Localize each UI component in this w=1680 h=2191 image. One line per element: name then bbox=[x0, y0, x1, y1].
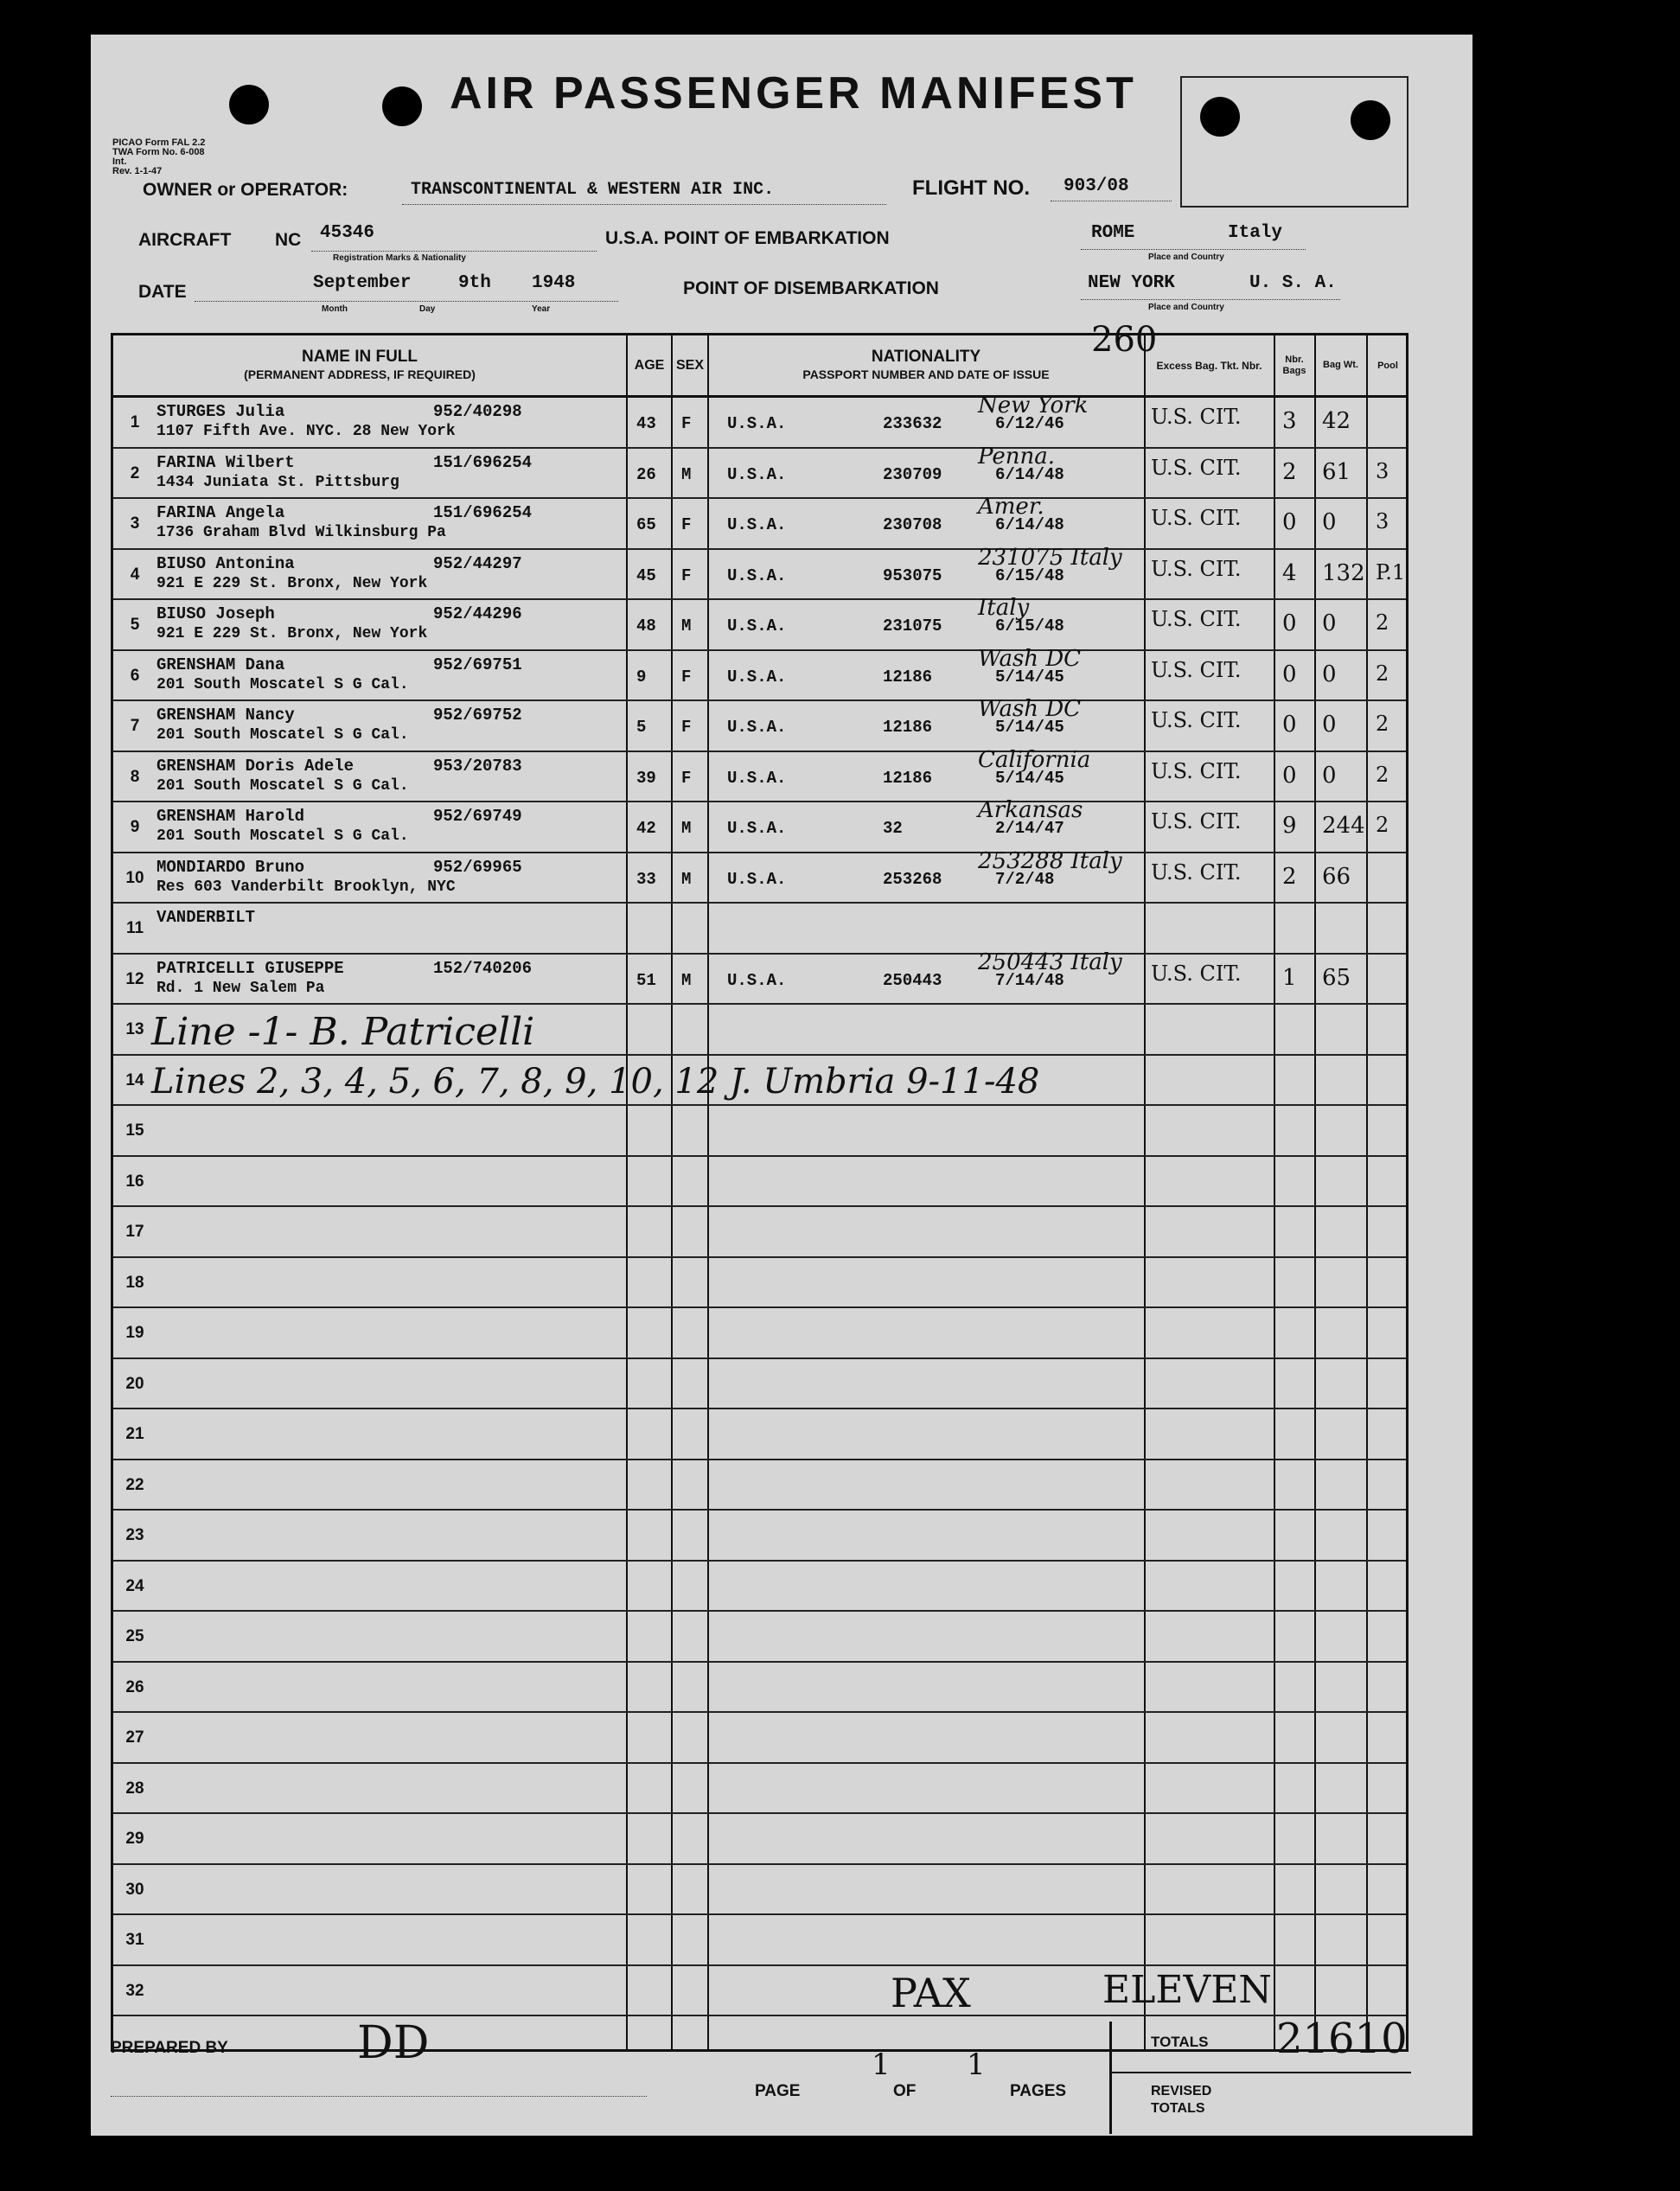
passenger-age: 26 bbox=[636, 464, 656, 484]
row-number: 8 bbox=[130, 767, 140, 786]
table-row bbox=[113, 595, 1406, 651]
row-number: 31 bbox=[125, 1931, 144, 1949]
table-row bbox=[113, 1157, 1406, 1208]
row-number: 7 bbox=[130, 717, 140, 735]
passport-issued: 7/2/48 bbox=[995, 869, 1055, 889]
passenger-nationality: U.S.A. bbox=[727, 819, 787, 838]
ticket-number: 952/44297 bbox=[433, 553, 522, 573]
prepared-by-label: PREPARED BY bbox=[111, 2039, 228, 2057]
table-row bbox=[113, 746, 1406, 803]
citizenship-note: U.S. CIT. bbox=[1151, 506, 1242, 530]
totals-divider bbox=[1112, 2072, 1411, 2073]
table-row bbox=[113, 696, 1406, 752]
passenger-address: 921 E 229 St. Bronx, New York bbox=[157, 574, 428, 592]
ticket-number: 151/696254 bbox=[433, 452, 533, 472]
bag-count: 9 bbox=[1282, 813, 1297, 839]
embark-underline bbox=[1081, 249, 1306, 250]
passenger-nationality: U.S.A. bbox=[727, 970, 787, 990]
passenger-address: 1736 Graham Blvd Wilkinsburg Pa bbox=[157, 524, 446, 541]
passport-number: 32 bbox=[883, 819, 903, 838]
passenger-sex: F bbox=[681, 565, 692, 585]
passport-number: 12186 bbox=[883, 718, 933, 737]
flight-value: 903/08 bbox=[1064, 176, 1129, 196]
passenger-name: FARINA Angela bbox=[157, 503, 285, 522]
bag-count: 0 bbox=[1282, 712, 1297, 738]
row-number: 17 bbox=[125, 1223, 144, 1241]
passenger-sex: F bbox=[681, 667, 692, 687]
date-day: 9th bbox=[458, 273, 491, 293]
passenger-age: 9 bbox=[636, 667, 647, 687]
passenger-address: Res 603 Vanderbilt Brooklyn, NYC bbox=[157, 878, 456, 896]
owner-value: TRANSCONTINENTAL & WESTERN AIR INC. bbox=[411, 180, 775, 200]
date-underline bbox=[195, 301, 618, 302]
revised-label-2: TOTALS bbox=[1151, 2101, 1205, 2116]
header-age: AGE bbox=[634, 357, 665, 373]
row-number: 30 bbox=[125, 1880, 144, 1899]
handwritten-note: Wash DC bbox=[978, 645, 1082, 672]
revised-label-1: REVISED bbox=[1151, 2084, 1212, 2098]
citizenship-note: U.S. CIT. bbox=[1151, 405, 1242, 429]
handwritten-note: Penna. bbox=[978, 443, 1055, 470]
passenger-address: 201 South Moscatel S G Cal. bbox=[157, 827, 409, 845]
row-number: 3 bbox=[130, 514, 140, 533]
passport-issued: 6/14/48 bbox=[995, 464, 1064, 484]
table-row bbox=[113, 1764, 1406, 1815]
flight-label: FLIGHT NO. bbox=[912, 176, 1030, 200]
table-row bbox=[113, 1915, 1406, 1966]
ticket-number: 152/740206 bbox=[433, 958, 533, 978]
passenger-age: 42 bbox=[636, 819, 656, 838]
form-code-line: TWA Form No. 6-008 Int. bbox=[112, 147, 205, 167]
row-number: 26 bbox=[125, 1677, 144, 1696]
passenger-age: 5 bbox=[636, 718, 647, 737]
date-month: September bbox=[313, 273, 412, 293]
bag-count: 2 bbox=[1282, 863, 1297, 890]
row-number: 22 bbox=[125, 1475, 144, 1494]
passport-issued: 7/14/48 bbox=[995, 970, 1064, 990]
row-number: 25 bbox=[125, 1627, 144, 1645]
passport-issued: 6/14/48 bbox=[995, 515, 1064, 534]
pool-value: 3 bbox=[1376, 458, 1389, 483]
table-row bbox=[113, 1865, 1406, 1916]
passenger-age: 51 bbox=[636, 970, 656, 990]
passenger-address: 201 South Moscatel S G Cal. bbox=[157, 776, 409, 795]
table-row bbox=[113, 1562, 1406, 1613]
aircraft-value: 45346 bbox=[320, 223, 375, 243]
aircraft-label: AIRCRAFT bbox=[138, 230, 232, 250]
passenger-name: BIUSO Joseph bbox=[157, 604, 275, 623]
bag-count: 4 bbox=[1282, 559, 1297, 586]
passenger-address: Rd. 1 New Salem Pa bbox=[157, 979, 325, 997]
bag-weight: 244 bbox=[1322, 813, 1365, 839]
passport-number: 250443 bbox=[883, 970, 942, 990]
passenger-sex: M bbox=[681, 869, 692, 889]
passenger-age: 33 bbox=[636, 869, 656, 889]
disembark-city: NEW YORK bbox=[1088, 273, 1175, 293]
citizenship-note: U.S. CIT. bbox=[1151, 859, 1242, 885]
passenger-age: 65 bbox=[636, 515, 656, 534]
passenger-nationality: U.S.A. bbox=[727, 667, 787, 687]
date-sub-month: Month bbox=[322, 304, 348, 314]
table-row bbox=[113, 949, 1406, 1006]
handwritten-page-num: 1 bbox=[872, 2047, 891, 2082]
passenger-sex: M bbox=[681, 464, 692, 484]
row-number: 28 bbox=[125, 1779, 144, 1798]
passenger-sex: M bbox=[681, 616, 692, 636]
table-row bbox=[113, 1409, 1406, 1460]
aircraft-underline bbox=[311, 251, 597, 252]
citizenship-note: U.S. CIT. bbox=[1151, 455, 1242, 480]
bag-count: 3 bbox=[1282, 408, 1297, 434]
header-name-title: NAME IN FULL bbox=[301, 347, 418, 366]
pool-value: 2 bbox=[1376, 610, 1389, 635]
pages-label: PAGES bbox=[1010, 2082, 1067, 2100]
row-number: 11 bbox=[125, 919, 144, 937]
row-number: 32 bbox=[125, 1981, 144, 2000]
table-row bbox=[113, 904, 1406, 955]
table-row bbox=[113, 1814, 1406, 1865]
row-number: 15 bbox=[125, 1121, 144, 1140]
passenger-nationality: U.S.A. bbox=[727, 515, 787, 534]
bag-weight: 0 bbox=[1322, 509, 1337, 535]
passenger-name: GRENSHAM Harold bbox=[157, 807, 305, 826]
prepared-underline bbox=[111, 2096, 647, 2097]
bag-weight: 0 bbox=[1322, 661, 1337, 687]
header-sex: SEX bbox=[675, 357, 704, 373]
disembark-underline bbox=[1081, 299, 1340, 300]
owner-underline bbox=[402, 204, 886, 205]
passenger-age: 43 bbox=[636, 414, 656, 433]
table-row bbox=[113, 393, 1406, 449]
pool-value: 3 bbox=[1376, 509, 1389, 533]
passport-issued: 6/15/48 bbox=[995, 616, 1064, 636]
passenger-nationality: U.S.A. bbox=[727, 718, 787, 737]
passport-number: 233632 bbox=[883, 414, 942, 433]
bag-count: 0 bbox=[1282, 509, 1297, 535]
ticket-number: 952/40298 bbox=[433, 402, 522, 421]
header-name-sub: (PERMANENT ADDRESS, IF REQUIRED) bbox=[244, 367, 476, 381]
citizenship-note: U.S. CIT. bbox=[1151, 758, 1242, 783]
passenger-sex: F bbox=[681, 414, 692, 433]
passport-number: 231075 bbox=[883, 616, 942, 636]
passenger-age: 39 bbox=[636, 768, 656, 788]
embark-sub: Place and Country bbox=[1148, 252, 1224, 262]
header-name bbox=[113, 335, 606, 395]
passenger-sex: M bbox=[681, 970, 692, 990]
passport-number: 230708 bbox=[883, 515, 942, 534]
passenger-age: 45 bbox=[636, 565, 656, 585]
bag-weight: 0 bbox=[1322, 762, 1337, 789]
table-header bbox=[113, 335, 1406, 398]
passenger-name: GRENSHAM Dana bbox=[157, 655, 285, 674]
date-year: 1948 bbox=[532, 273, 576, 293]
aircraft-sub: Registration Marks & Nationality bbox=[333, 253, 466, 263]
passport-issued: 2/14/47 bbox=[995, 819, 1064, 838]
table-row bbox=[113, 847, 1406, 904]
table-row bbox=[113, 1612, 1406, 1663]
ticket-number: 952/69751 bbox=[433, 655, 522, 674]
bag-count: 0 bbox=[1282, 762, 1297, 789]
handwritten-note: 231075 Italy bbox=[978, 544, 1122, 571]
totals-wt: 610 bbox=[1328, 2015, 1408, 2063]
pool-value: 2 bbox=[1376, 762, 1389, 787]
row-number: 23 bbox=[125, 1526, 144, 1544]
ticket-number: 952/44296 bbox=[433, 604, 522, 623]
passenger-name: FARINA Wilbert bbox=[157, 452, 295, 472]
table-row bbox=[113, 1258, 1406, 1309]
handwritten-line14: Lines 2, 3, 4, 5, 6, 7, 8, 9, 10, 12 J. Umbria 9-11-48 bbox=[151, 1062, 1040, 1102]
disembark-country: U. S. A. bbox=[1249, 273, 1337, 293]
owner-label: OWNER or OPERATOR: bbox=[143, 180, 348, 200]
citizenship-note: U.S. CIT. bbox=[1151, 657, 1242, 682]
passport-issued: 6/15/48 bbox=[995, 565, 1064, 585]
row-number: 6 bbox=[130, 666, 140, 685]
header-nationality bbox=[710, 335, 1142, 395]
handwritten-pax: PAX bbox=[891, 1970, 971, 2016]
passenger-sex: M bbox=[681, 819, 692, 838]
citizenship-note: U.S. CIT. bbox=[1151, 961, 1242, 986]
form-code bbox=[112, 138, 208, 176]
passenger-name: GRENSHAM Doris Adele bbox=[157, 756, 355, 776]
row-number: 2 bbox=[130, 463, 140, 482]
header-bag-wt: Bag Wt. bbox=[1323, 360, 1358, 370]
passenger-name: MONDIARDO Bruno bbox=[157, 857, 305, 877]
row-number: 4 bbox=[130, 565, 140, 584]
handwritten-pages-num: 1 bbox=[967, 2047, 986, 2082]
row-number: 5 bbox=[130, 616, 140, 634]
passenger-nationality: U.S.A. bbox=[727, 869, 787, 889]
manifest-footer bbox=[111, 2015, 1409, 2134]
passenger-name: VANDERBILT bbox=[157, 908, 256, 927]
passenger-name: PATRICELLI GIUSEPPE bbox=[157, 958, 344, 978]
handwritten-note: Arkansas bbox=[978, 797, 1083, 823]
row-number: 1 bbox=[130, 413, 140, 431]
bag-count: 2 bbox=[1282, 458, 1297, 485]
row-number: 13 bbox=[125, 1020, 144, 1038]
table-row bbox=[113, 1460, 1406, 1511]
embark-country: Italy bbox=[1228, 223, 1283, 243]
passport-number: 12186 bbox=[883, 667, 933, 687]
passport-number: 253268 bbox=[883, 869, 942, 889]
table-row bbox=[113, 1207, 1406, 1258]
handwritten-note: California bbox=[978, 746, 1091, 773]
passport-number: 230709 bbox=[883, 464, 942, 484]
passenger-nationality: U.S.A. bbox=[727, 464, 787, 484]
bag-weight: 132 bbox=[1322, 559, 1365, 586]
table-row bbox=[113, 494, 1406, 550]
table-row bbox=[113, 1663, 1406, 1714]
handwritten-note: 253288 Italy bbox=[978, 847, 1122, 874]
table-row bbox=[113, 1511, 1406, 1562]
bag-count: 1 bbox=[1282, 964, 1297, 991]
embark-city: ROME bbox=[1091, 223, 1135, 243]
form-code-line: PICAO Form FAL 2.2 bbox=[112, 137, 206, 148]
totals-bags: 21 bbox=[1276, 2015, 1330, 2063]
row-number: 14 bbox=[125, 1070, 144, 1089]
table-row bbox=[113, 544, 1406, 601]
bag-count: 0 bbox=[1282, 610, 1297, 636]
table-row bbox=[113, 1713, 1406, 1764]
passport-issued: 6/12/46 bbox=[995, 414, 1064, 433]
handwritten-note: Amer. bbox=[978, 494, 1044, 520]
stamp-box bbox=[1180, 76, 1409, 208]
totals-label: TOTALS bbox=[1151, 2034, 1209, 2050]
passenger-nationality: U.S.A. bbox=[727, 616, 787, 636]
punch-hole bbox=[229, 85, 269, 125]
ticket-number: 953/20783 bbox=[433, 756, 522, 776]
passenger-nationality: U.S.A. bbox=[727, 565, 787, 585]
passenger-address: 201 South Moscatel S G Cal. bbox=[157, 675, 409, 693]
aircraft-nc: NC bbox=[275, 230, 302, 250]
handwritten-line13: Line -1- B. Patricelli bbox=[151, 1010, 535, 1054]
bag-weight: 0 bbox=[1322, 712, 1337, 738]
handwritten-note: New York bbox=[978, 393, 1089, 418]
passenger-sex: F bbox=[681, 768, 692, 788]
citizenship-note: U.S. CIT. bbox=[1151, 809, 1242, 834]
page-label: PAGE bbox=[755, 2082, 801, 2100]
citizenship-note: U.S. CIT. bbox=[1151, 607, 1242, 631]
passenger-name: BIUSO Antonina bbox=[157, 553, 295, 573]
date-sub-year: Year bbox=[532, 304, 551, 314]
row-number: 21 bbox=[125, 1425, 144, 1443]
manifest-table bbox=[111, 333, 1409, 2052]
table-row bbox=[113, 797, 1406, 853]
passport-issued: 5/14/45 bbox=[995, 768, 1064, 788]
date-sub-day: Day bbox=[419, 304, 436, 314]
handwritten-note: Wash DC bbox=[978, 696, 1082, 722]
table-row bbox=[113, 645, 1406, 702]
bag-weight: 61 bbox=[1322, 458, 1351, 485]
passenger-name: GRENSHAM Nancy bbox=[157, 706, 295, 725]
punch-hole bbox=[382, 86, 422, 126]
row-number: 20 bbox=[125, 1374, 144, 1393]
table-row bbox=[113, 1308, 1406, 1359]
totals-box bbox=[1109, 2015, 1411, 2134]
handwritten-note: 250443 Italy bbox=[978, 949, 1122, 975]
row-number: 27 bbox=[125, 1728, 144, 1747]
passenger-nationality: U.S.A. bbox=[727, 768, 787, 788]
header-excess: Excess Bag. Tkt. Nbr. bbox=[1156, 359, 1262, 372]
passenger-address: 1434 Juniata St. Pittsburg bbox=[157, 473, 399, 491]
passenger-address: 921 E 229 St. Bronx, New York bbox=[157, 625, 428, 642]
of-label: OF bbox=[893, 2082, 917, 2100]
passport-issued: 5/14/45 bbox=[995, 667, 1064, 687]
ticket-number: 952/69965 bbox=[433, 857, 522, 877]
header-nationality-sub: PASSPORT NUMBER AND DATE OF ISSUE bbox=[802, 367, 1050, 381]
header-bags: Nbr. Bags bbox=[1282, 354, 1306, 376]
passport-number: 953075 bbox=[883, 565, 942, 585]
handwritten-eleven: ELEVEN bbox=[1102, 1968, 1272, 2012]
handwritten-note: Italy bbox=[978, 595, 1030, 621]
stamp-number: 260 bbox=[1091, 320, 1158, 360]
row-number: 16 bbox=[125, 1172, 144, 1191]
bag-count: 0 bbox=[1282, 661, 1297, 687]
disembark-sub: Place and Country bbox=[1148, 303, 1224, 312]
handwritten-initials: DD bbox=[357, 2017, 430, 2069]
bag-weight: 66 bbox=[1322, 863, 1351, 890]
passenger-address: 201 South Moscatel S G Cal. bbox=[157, 726, 409, 744]
passport-number: 12186 bbox=[883, 768, 933, 788]
bag-weight: 42 bbox=[1322, 408, 1351, 434]
ticket-number: 151/696254 bbox=[433, 503, 533, 522]
form-code-line: Rev. 1-1-47 bbox=[112, 166, 163, 176]
passport-issued: 5/14/45 bbox=[995, 718, 1064, 737]
pool-value: 2 bbox=[1376, 712, 1389, 736]
table-row bbox=[113, 1106, 1406, 1157]
citizenship-note: U.S. CIT. bbox=[1151, 556, 1242, 581]
table-row bbox=[113, 443, 1406, 500]
row-number: 29 bbox=[125, 1830, 144, 1848]
citizenship-note: U.S. CIT. bbox=[1151, 708, 1242, 732]
passenger-address: 1107 Fifth Ave. NYC. 28 New York bbox=[157, 423, 456, 440]
date-label: DATE bbox=[138, 282, 187, 302]
row-number: 24 bbox=[125, 1576, 144, 1595]
passenger-nationality: U.S.A. bbox=[727, 414, 787, 433]
passenger-age: 48 bbox=[636, 616, 656, 636]
disembark-label: POINT OF DISEMBARKATION bbox=[683, 278, 939, 298]
passenger-sex: F bbox=[681, 515, 692, 534]
bag-weight: 65 bbox=[1322, 964, 1351, 991]
row-number: 18 bbox=[125, 1273, 144, 1292]
table-row bbox=[113, 1359, 1406, 1410]
ticket-number: 952/69749 bbox=[433, 807, 522, 826]
row-number: 10 bbox=[125, 868, 144, 887]
ticket-number: 952/69752 bbox=[433, 706, 522, 725]
pool-value: P.1 bbox=[1376, 559, 1406, 584]
bag-weight: 0 bbox=[1322, 610, 1337, 636]
passenger-sex: F bbox=[681, 718, 692, 737]
page-title: AIR PASSENGER MANIFEST bbox=[450, 68, 1137, 118]
passenger-name: STURGES Julia bbox=[157, 402, 285, 421]
header-nationality-title: NATIONALITY bbox=[871, 347, 981, 366]
row-number: 12 bbox=[125, 969, 144, 988]
pool-value: 2 bbox=[1376, 661, 1389, 686]
embark-label: U.S.A. POINT OF EMBARKATION bbox=[605, 228, 890, 248]
row-number: 9 bbox=[130, 818, 140, 836]
pool-value: 2 bbox=[1376, 813, 1389, 837]
header-pool: Pool bbox=[1377, 360, 1398, 371]
row-number: 19 bbox=[125, 1324, 144, 1342]
